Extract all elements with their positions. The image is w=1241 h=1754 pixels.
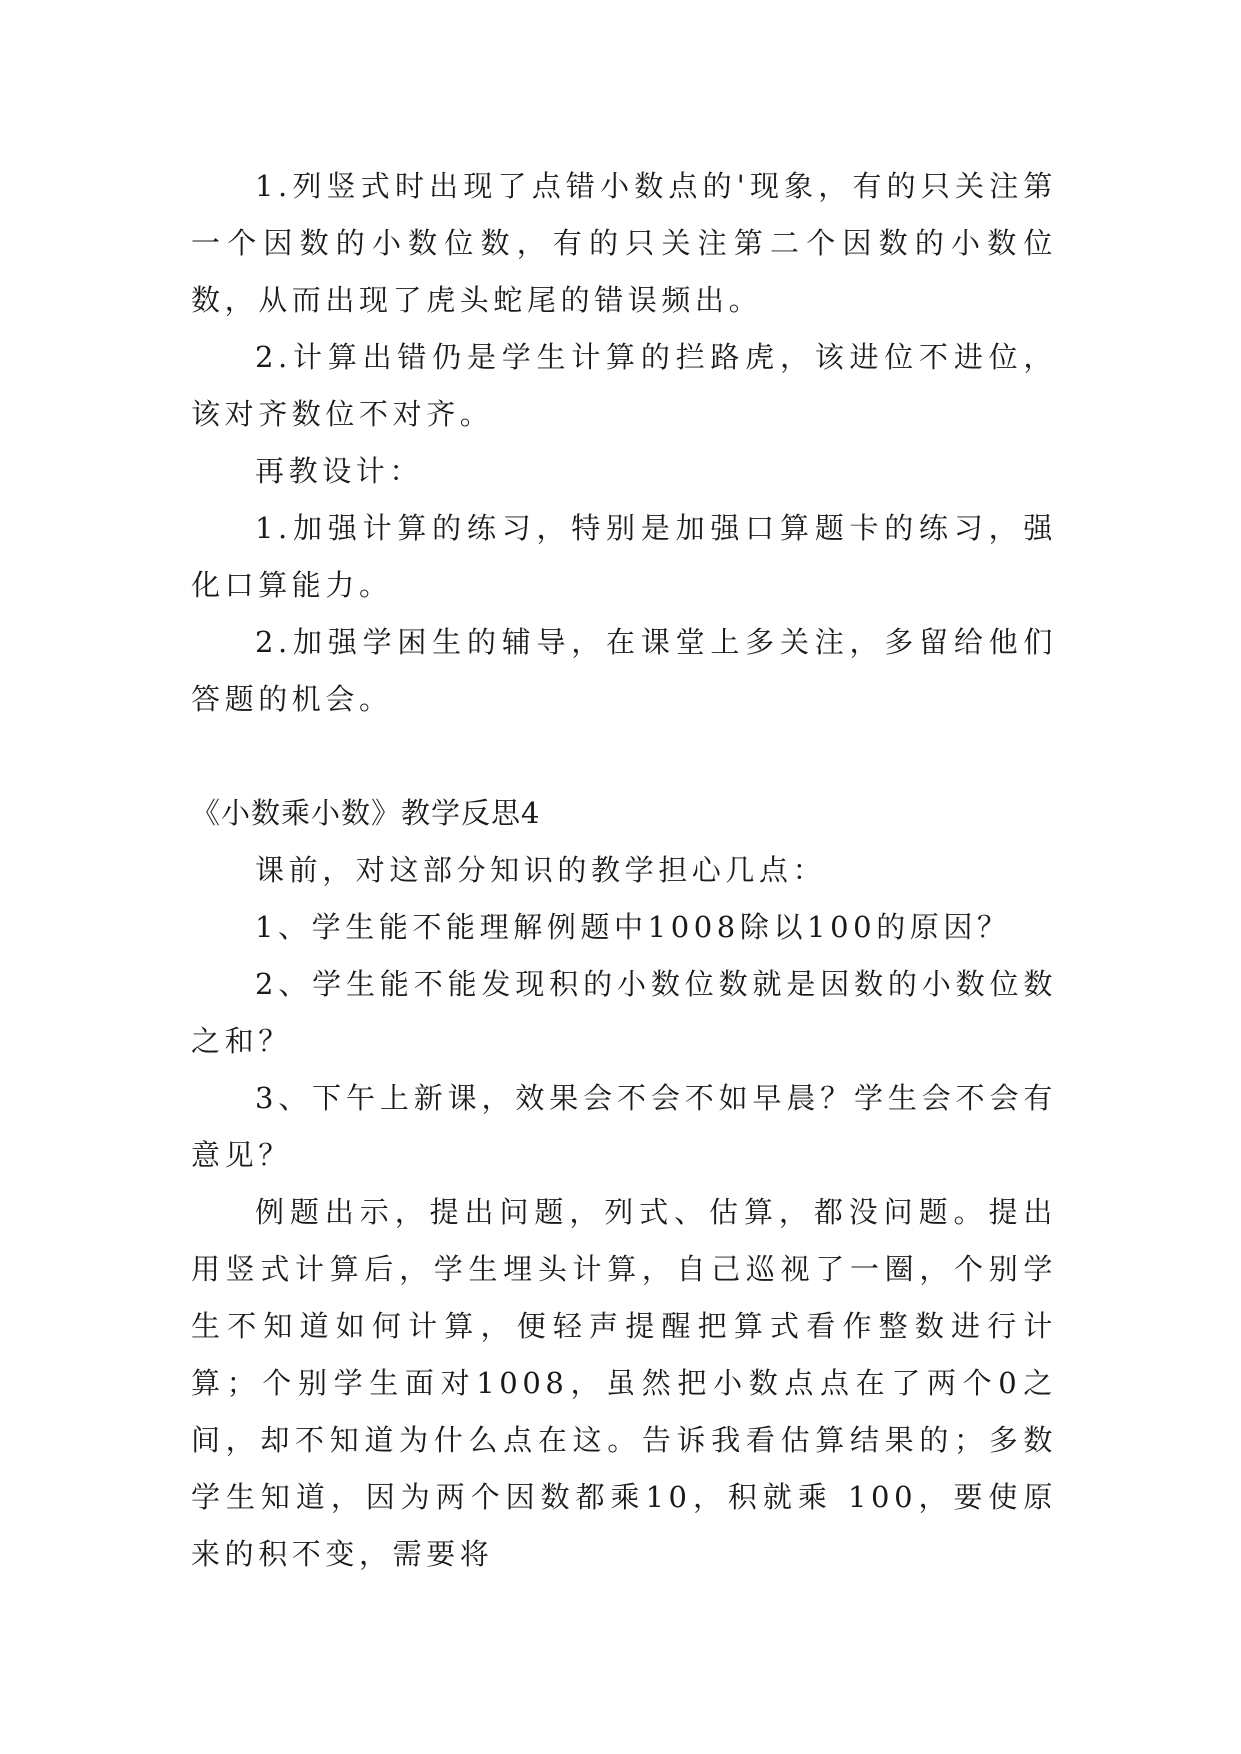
paragraph-strengthen-practice: 1.加强计算的练习，特别是加强口算题卡的练习，强化口算能力。 (191, 511, 1057, 602)
paragraph-lesson-process: 例题出示，提出问题，列式、估算，都没问题。提出用竖式计算后，学生埋头计算，自己巡视了一圈，个别学生不知道如何计算，便轻声提醒把算式看作整数进行计算；个别学生面对1008，虽然把小数点点在了两个0之间，却不知道为什么点在这。告诉我看估算结果的；多数学生知道，因为两个因数都乘10，积就乘 100，要使原来的积不变，需要将 (191, 1195, 1057, 1571)
section-spacer (191, 728, 1057, 785)
paragraph-concern-2: 2、学生能不能发现积的小数位数就是因数的小数位数之和？ (191, 967, 1057, 1058)
section-title: 《小数乘小数》教学反思4 (191, 796, 541, 830)
paragraph-redesign-heading: 再教设计： (255, 454, 424, 488)
paragraph-concern-3: 3、下午上新课，效果会不会不如早晨？学生会不会有意见？ (191, 1081, 1057, 1172)
paragraph-error-decimal-point: 1.列竖式时出现了点错小数点的'现象，有的只关注第一个因数的小数位数，有的只关注第二个因数的小数位数，从而出现了虎头蛇尾的错误频出。 (191, 169, 1057, 317)
paragraph-calculation-errors: 2.计算出错仍是学生计算的拦路虎，该进位不进位，该对齐数位不对齐。 (191, 340, 1057, 431)
paragraph-concern-1: 1、学生能不能理解例题中1008除以100的原因？ (255, 910, 1011, 944)
paragraph-struggling-students: 2.加强学困生的辅导，在课堂上多关注，多留给他们答题的机会。 (191, 625, 1057, 716)
document-body (191, 158, 1057, 1583)
paragraph-concerns-intro: 课前，对这部分知识的教学担心几点： (255, 853, 827, 887)
